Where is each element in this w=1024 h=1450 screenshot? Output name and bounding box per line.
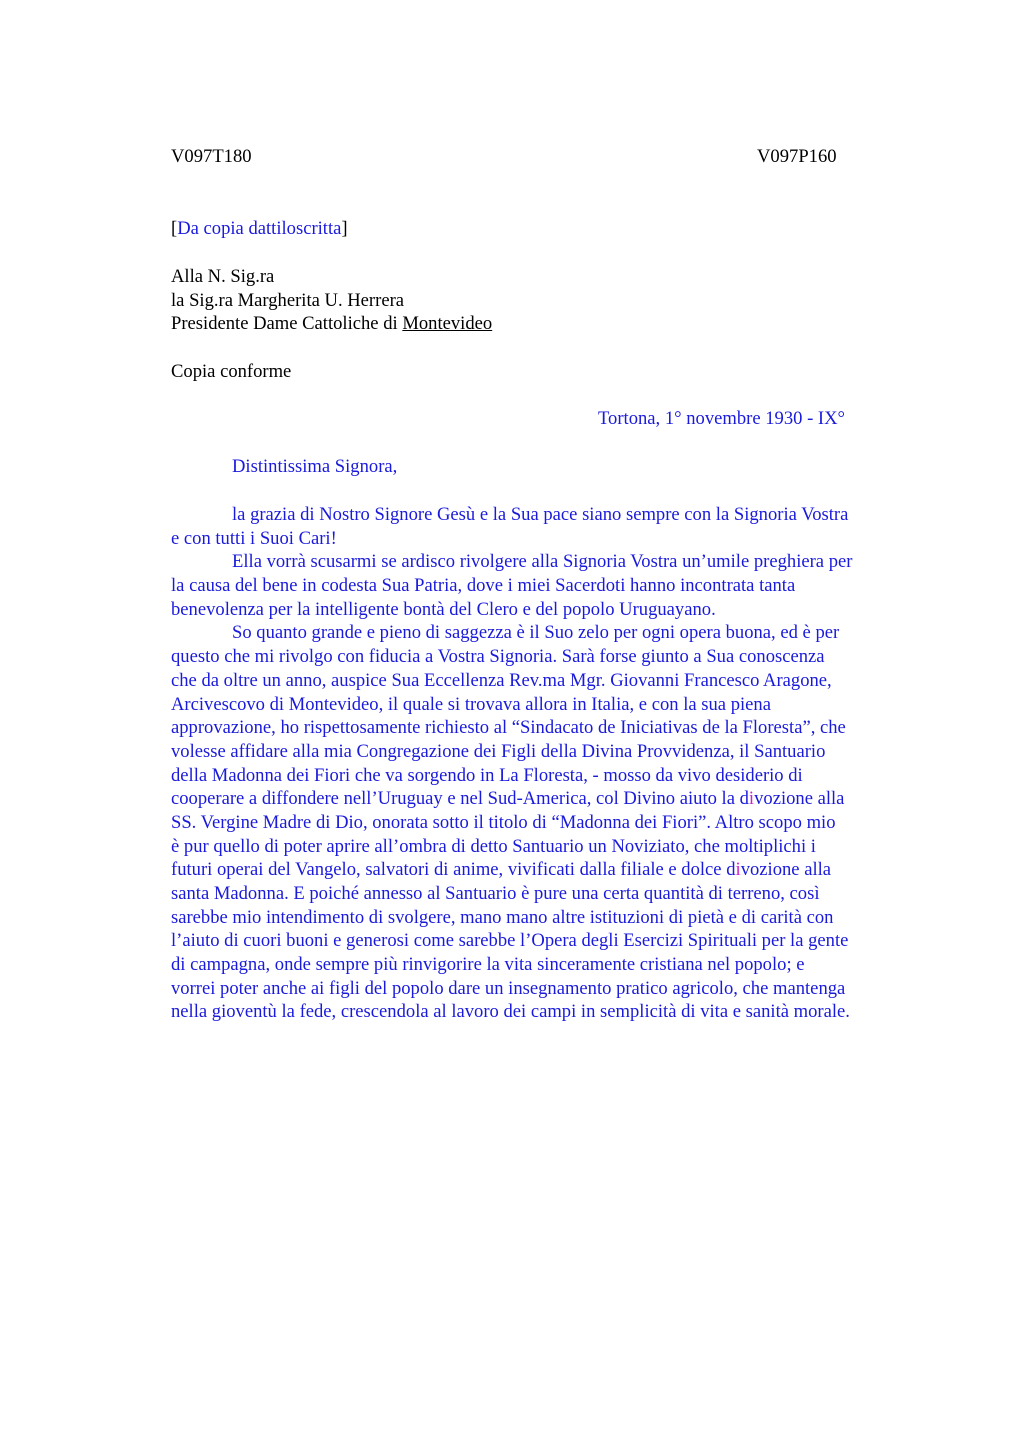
body-line: è pur quello di poter aprire all’ombra di detto Santuario un Noviziato, che moltiplichi i	[171, 835, 816, 857]
body-line: di campagna, onde sempre più rinvigorire la vita sinceramente cristiana nel popolo; e	[171, 954, 805, 976]
body-line: So quanto grande e pieno di saggezza è il Suo zelo per ogni opera buona, ed è per	[232, 622, 840, 644]
body-text: futuri operai del Vangelo, salvatori di anime, vivificati dalla filiale e dolce d	[171, 859, 736, 881]
addressee-block	[171, 265, 492, 336]
body-line: vorrei poter anche ai figli del popolo dare un insegnamento pratico agricolo, che mantenga	[171, 977, 846, 999]
body-line: della Madonna dei Fiori che va sorgendo in La Floresta, - mosso da vivo desiderio di	[171, 764, 803, 786]
body-line: nella gioventù la fede, crescendola al lavoro dei campi in semplicità di vita e sanità morale.	[171, 1001, 850, 1023]
letter-body	[171, 503, 931, 1024]
body-line: approvazione, ho rispettosamente richiesto al “Sindacato de Iniciativas de la Floresta”, che	[171, 717, 846, 739]
highlighted-letter: i	[735, 859, 741, 881]
reference-code-right: V097P160	[757, 146, 837, 167]
source-open-bracket: [	[171, 218, 178, 239]
body-line: l’aiuto di cuori buoni e generosi come sarebbe l’Opera degli Esercizi Spirituali per la gente	[171, 930, 849, 952]
body-line: volesse affidare alla mia Congregazione dei Figli della Divina Provvidenza, il Santuario	[171, 740, 826, 762]
body-line	[171, 787, 931, 811]
body-line: la grazia di Nostro Signore Gesù e la Sua pace siano sempre con la Signoria Vostra	[232, 504, 849, 525]
source-note	[171, 217, 348, 241]
body-text: cooperare a diffondere nell’Uruguay e nel Sud-America, col Divino aiuto la d	[171, 788, 749, 810]
addressee-line-1: Alla N. Sig.ra	[171, 266, 275, 287]
body-line: questo che mi rivolgo con fiducia a Vostra Signoria. Sarà forse giunto a Sua conoscenza	[171, 646, 825, 668]
body-line: e con tutti i Suoi Cari!	[171, 527, 337, 549]
highlighted-letter: i	[748, 788, 755, 810]
addressee-city: Montevideo	[402, 313, 493, 335]
addressee-line-3	[171, 312, 492, 336]
body-line: Arcivescovo di Montevideo, il quale si trovava allora in Italia, e con la sua piena	[171, 693, 771, 715]
source-close-bracket: ]	[341, 218, 348, 239]
body-line: che da oltre un anno, auspice Sua Eccellenza Rev.ma Mgr. Giovanni Francesco Aragone,	[171, 669, 832, 691]
body-line: la causa del bene in codesta Sua Patria, dove i miei Sacerdoti hanno incontrata tanta	[171, 575, 796, 597]
body-line: sarebbe mio intendimento di svolgere, mano mano altre istituzioni di pietà e di carità con	[171, 906, 834, 928]
body-line	[171, 858, 931, 882]
body-text: vozione alla	[740, 859, 832, 881]
source-note-text: Da copia dattiloscritta	[177, 218, 342, 239]
body-line: benevolenza per la intelligente bontà del Clero e del popolo Uruguayano.	[171, 598, 716, 620]
reference-code-left: V097T180	[171, 146, 252, 167]
letter-date: Tortona, 1° novembre 1930 - IX°	[598, 408, 845, 429]
body-line: santa Madonna. E poiché annesso al Santuario è pure una certa quantità di terreno, così	[171, 883, 820, 904]
addressee-title: Presidente Dame Cattoliche di	[171, 313, 403, 335]
letter-salutation: Distintissima Signora,	[232, 456, 398, 477]
body-line: SS. Vergine Madre di Dio, onorata sotto il titolo di “Madonna dei Fiori”. Altro scopo mio	[171, 811, 836, 833]
addressee-line-2: la Sig.ra Margherita U. Herrera	[171, 289, 405, 311]
copy-note: Copia conforme	[171, 361, 292, 382]
body-text: vozione alla	[754, 788, 845, 810]
body-line: Ella vorrà scusarmi se ardisco rivolgere alla Signoria Vostra un’umile preghiera per	[232, 551, 853, 573]
